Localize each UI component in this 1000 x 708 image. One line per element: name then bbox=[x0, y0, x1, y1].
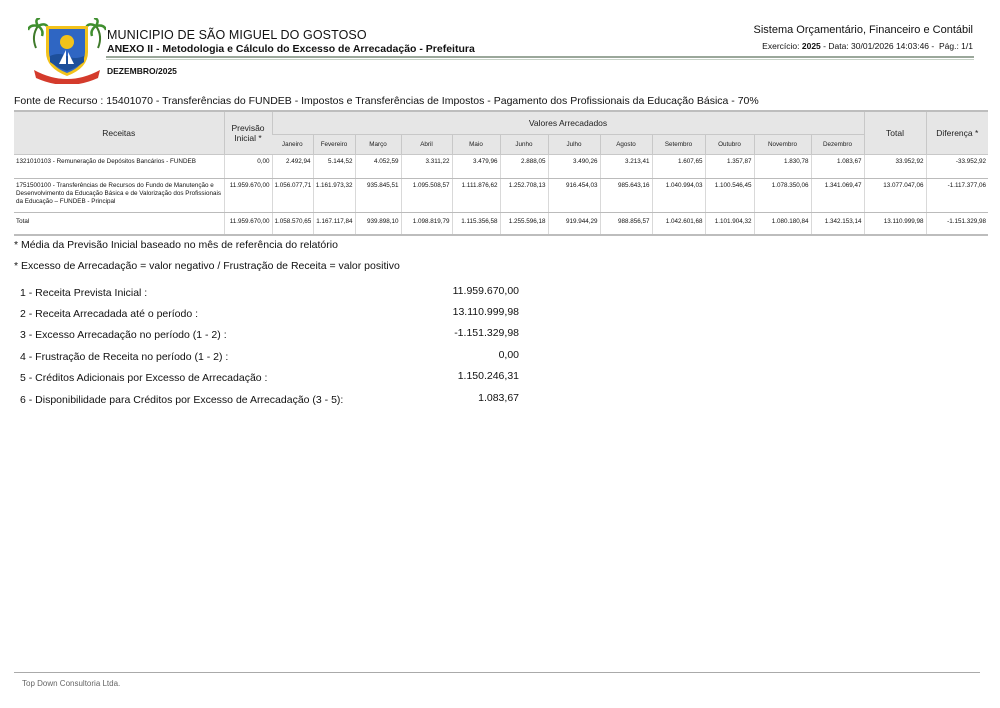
cell-month-value: 1.100.546,45 bbox=[705, 179, 754, 213]
cell-month-value: 1.607,65 bbox=[652, 155, 705, 179]
cell-month-value: 1.095.508,57 bbox=[401, 179, 452, 213]
cell-month-value: 919.944,29 bbox=[548, 213, 600, 236]
summary-label: 5 - Créditos Adicionais por Excesso de Arrecadação : bbox=[20, 372, 268, 384]
summary-value: 0,00 bbox=[498, 349, 519, 361]
cell-month-value: 916.454,03 bbox=[548, 179, 600, 213]
cell-month-value: 5.144,52 bbox=[313, 155, 355, 179]
cell-month-value: 1.058.570,65 bbox=[272, 213, 313, 236]
summary-value: 11.959.670,00 bbox=[452, 285, 519, 297]
page-number: Pág.: 1/1 bbox=[938, 41, 973, 51]
summary-value: 1.083,67 bbox=[478, 392, 519, 404]
cell-month-value: 1.341.069,47 bbox=[811, 179, 864, 213]
col-header-month: Setembro bbox=[652, 135, 705, 155]
note-previsao: * Média da Previsão Inicial baseado no mês de referência do relatório bbox=[14, 239, 338, 251]
cell-month-value: 1.042.601,68 bbox=[652, 213, 705, 236]
cell-previsao: 11.959.670,00 bbox=[224, 213, 272, 236]
cell-month-value: 1.080.180,84 bbox=[754, 213, 811, 236]
revenue-table bbox=[14, 110, 988, 236]
col-header-month: Abril bbox=[401, 135, 452, 155]
cell-month-value: 1.342.153,14 bbox=[811, 213, 864, 236]
col-header-valores: Valores Arrecadados bbox=[272, 111, 864, 135]
municipality-name: MUNICIPIO DE SÃO MIGUEL DO GOSTOSO bbox=[107, 28, 367, 42]
col-header-diferenca: Diferença * bbox=[926, 111, 988, 155]
cell-diferenca: -33.952,92 bbox=[926, 155, 988, 179]
col-header-month: Maio bbox=[452, 135, 500, 155]
cell-previsao: 0,00 bbox=[224, 155, 272, 179]
cell-diferenca: -1.151.329,98 bbox=[926, 213, 988, 236]
col-header-total: Total bbox=[864, 111, 926, 155]
cell-diferenca: -1.117.377,06 bbox=[926, 179, 988, 213]
total-row-label: Total bbox=[14, 213, 224, 236]
cell-month-value: 1.101.904,32 bbox=[705, 213, 754, 236]
cell-month-value: 1.830,78 bbox=[754, 155, 811, 179]
cell-month-value: 1.161.973,32 bbox=[313, 179, 355, 213]
col-header-month: Março bbox=[355, 135, 401, 155]
cell-month-value: 3.490,26 bbox=[548, 155, 600, 179]
summary-value: -1.151.329,98 bbox=[454, 327, 519, 339]
cell-month-value: 935.845,51 bbox=[355, 179, 401, 213]
cell-month-value: 988.856,57 bbox=[600, 213, 652, 236]
table-total-row bbox=[14, 213, 988, 236]
note-excesso: * Excesso de Arrecadação = valor negativo / Frustração de Receita = valor positivo bbox=[14, 260, 400, 272]
cell-month-value: 1.098.819,79 bbox=[401, 213, 452, 236]
summary-label: 1 - Receita Prevista Inicial : bbox=[20, 287, 148, 299]
cell-month-value: 3.311,22 bbox=[401, 155, 452, 179]
cell-month-value: 1.115.356,58 bbox=[452, 213, 500, 236]
summary-value: 13.110.999,98 bbox=[452, 306, 519, 318]
col-header-month: Janeiro bbox=[272, 135, 313, 155]
cell-month-value: 1.167.117,84 bbox=[313, 213, 355, 236]
table-row bbox=[14, 179, 988, 213]
cell-month-value: 1.040.994,03 bbox=[652, 179, 705, 213]
summary-label: 6 - Disponibilidade para Créditos por Excesso de Arrecadação (3 - 5): bbox=[20, 394, 344, 406]
summary-value: 1.150.246,31 bbox=[457, 370, 519, 382]
col-header-previsao: Previsão Inicial * bbox=[224, 111, 272, 155]
municipal-coat-of-arms-icon bbox=[28, 18, 106, 84]
col-header-month: Dezembro bbox=[811, 135, 864, 155]
cell-month-value: 1.056.077,71 bbox=[272, 179, 313, 213]
cell-month-value: 1.083,67 bbox=[811, 155, 864, 179]
col-header-month: Novembro bbox=[754, 135, 811, 155]
cell-month-value: 939.898,10 bbox=[355, 213, 401, 236]
footer-company: Top Down Consultoria Ltda. bbox=[22, 679, 121, 688]
system-name: Sistema Orçamentário, Financeiro e Contábil bbox=[753, 24, 973, 36]
cell-total: 13.077.047,06 bbox=[864, 179, 926, 213]
report-date: - Data: 30/01/2026 14:03:46 - bbox=[823, 41, 935, 51]
cell-month-value: 1.111.876,62 bbox=[452, 179, 500, 213]
cell-month-value: 3.479,96 bbox=[452, 155, 500, 179]
summary-label: 3 - Excesso Arrecadação no período (1 - 2) : bbox=[20, 329, 227, 341]
cell-month-value: 1.252.708,13 bbox=[500, 179, 548, 213]
report-meta bbox=[762, 41, 973, 51]
summary-label: 4 - Frustração de Receita no período (1 - 2) : bbox=[20, 351, 229, 363]
cell-month-value: 1.357,87 bbox=[705, 155, 754, 179]
col-header-month: Outubro bbox=[705, 135, 754, 155]
col-header-month: Agosto bbox=[600, 135, 652, 155]
report-title: ANEXO II - Metodologia e Cálculo do Excesso de Arrecadação - Prefeitura bbox=[107, 43, 475, 55]
exercise-year: 2025 bbox=[801, 41, 821, 51]
row-label: 1751500100 - Transferências de Recursos do Fundo de Manutenção e Desenvolvimento da Educação Básica e de Valorização dos Profissionais da Educação – FUNDEB - Principal bbox=[14, 179, 224, 213]
cell-total: 13.110.999,98 bbox=[864, 213, 926, 236]
cell-total: 33.952,92 bbox=[864, 155, 926, 179]
resource-source: Fonte de Recurso : 15401070 - Transferências do FUNDEB - Impostos e Transferências de Impostos - Pagamento dos Profissionais da Educação Básica - 70% bbox=[14, 95, 759, 107]
cell-month-value: 3.213,41 bbox=[600, 155, 652, 179]
exercise-label: Exercício: bbox=[762, 41, 800, 51]
col-header-month: Junho bbox=[500, 135, 548, 155]
row-label: 1321010103 - Remuneração de Depósitos Bancários - FUNDEB bbox=[14, 155, 224, 179]
cell-month-value: 4.052,59 bbox=[355, 155, 401, 179]
cell-previsao: 11.959.670,00 bbox=[224, 179, 272, 213]
cell-month-value: 1.255.596,18 bbox=[500, 213, 548, 236]
header-divider bbox=[106, 56, 974, 58]
report-header bbox=[0, 0, 1000, 90]
col-header-receitas: Receitas bbox=[14, 111, 224, 155]
summary-label: 2 - Receita Arrecadada até o período : bbox=[20, 308, 199, 320]
footer-divider bbox=[14, 672, 980, 673]
cell-month-value: 985.643,16 bbox=[600, 179, 652, 213]
table-row bbox=[14, 155, 988, 179]
col-header-month: Fevereiro bbox=[313, 135, 355, 155]
cell-month-value: 2.888,05 bbox=[500, 155, 548, 179]
cell-month-value: 1.078.350,06 bbox=[754, 179, 811, 213]
cell-month-value: 2.492,94 bbox=[272, 155, 313, 179]
report-month: DEZEMBRO/2025 bbox=[107, 66, 177, 76]
col-header-month: Julho bbox=[548, 135, 600, 155]
header-divider-thin bbox=[106, 59, 974, 60]
